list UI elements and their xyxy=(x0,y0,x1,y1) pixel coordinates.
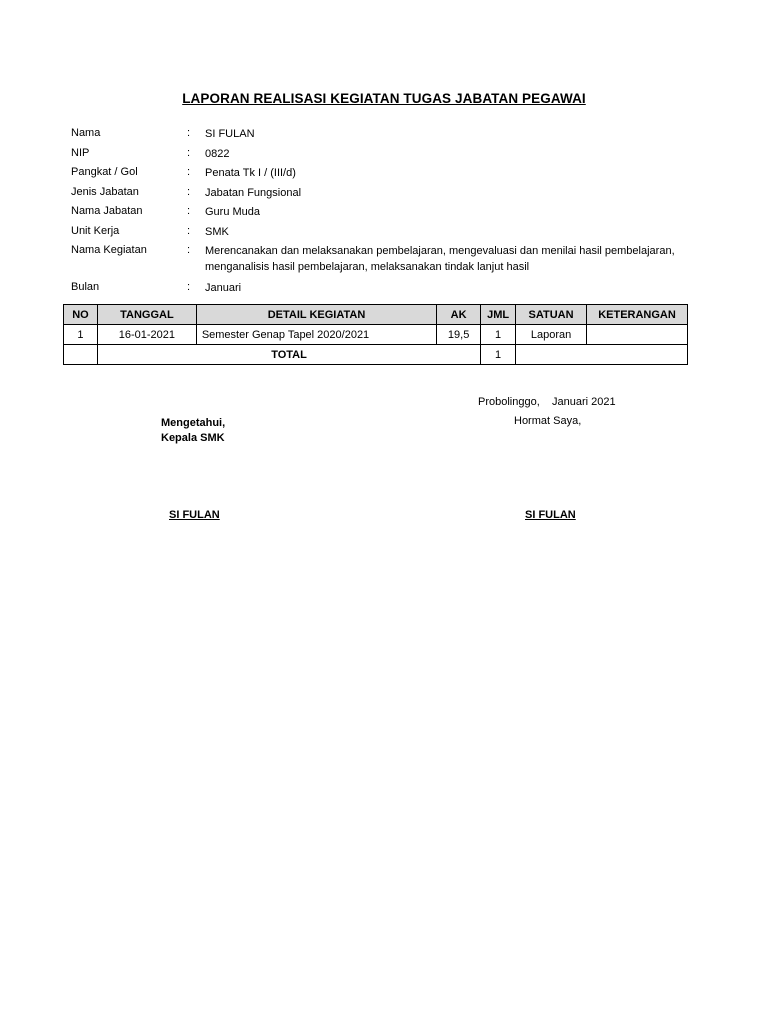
info-value: Penata Tk I / (III/d) xyxy=(205,167,296,179)
activity-table xyxy=(63,304,688,365)
info-value: SMK xyxy=(205,225,229,238)
total-jml: 1 xyxy=(481,345,516,365)
cell-satuan: Laporan xyxy=(516,325,587,345)
header-keterangan: KETERANGAN xyxy=(587,305,688,325)
cell-ak: 19,5 xyxy=(437,325,481,345)
kepala-label: Kepala SMK xyxy=(161,432,225,444)
info-label: NIP xyxy=(71,146,90,159)
info-separator: : xyxy=(187,127,191,139)
table-row xyxy=(64,325,688,345)
info-separator: : xyxy=(187,205,191,217)
info-separator: : xyxy=(187,224,191,237)
cell-keterangan xyxy=(587,325,688,345)
info-value: 0822 xyxy=(205,147,230,160)
cell-detail: Semester Genap Tapel 2020/2021 xyxy=(196,325,436,345)
info-separator: : xyxy=(187,281,191,293)
info-row-nama xyxy=(71,124,711,144)
cell-no: 1 xyxy=(64,325,98,345)
info-label: Bulan xyxy=(71,281,100,293)
info-separator: : xyxy=(187,244,191,256)
table-total-row xyxy=(64,345,688,365)
info-label: Nama Jabatan xyxy=(71,205,143,217)
info-row-nip xyxy=(71,144,711,164)
info-separator: : xyxy=(187,146,191,159)
header-ak: AK xyxy=(437,305,481,325)
document-title: LAPORAN REALISASI KEGIATAN TUGAS JABATAN PEGAWAI xyxy=(182,91,586,106)
place-date: Probolinggo, Januari 2021 xyxy=(478,396,616,408)
info-label: Unit Kerja xyxy=(71,224,120,237)
total-label: TOTAL xyxy=(97,345,480,365)
info-row-jenis-jabatan xyxy=(71,183,711,203)
signatory-left-name: SI FULAN xyxy=(169,509,220,521)
info-label: Nama xyxy=(71,127,101,139)
info-row-bulan xyxy=(71,278,711,298)
info-value: Jabatan Fungsional xyxy=(205,186,302,199)
table-header-row xyxy=(64,305,688,325)
info-value: Guru Muda xyxy=(205,206,261,218)
info-row-nama-jabatan xyxy=(71,202,711,222)
info-label: Pangkat / Gol xyxy=(71,166,138,178)
mengetahui-label: Mengetahui, xyxy=(161,417,226,429)
info-value: Januari xyxy=(205,282,242,294)
info-value: SI FULAN xyxy=(205,128,255,140)
info-separator: : xyxy=(187,166,191,178)
header-detail-kegiatan: DETAIL KEGIATAN xyxy=(196,305,436,325)
info-row-unit-kerja xyxy=(71,222,711,242)
header-jml: JML xyxy=(481,305,516,325)
info-label: Jenis Jabatan xyxy=(71,185,139,198)
header-satuan: SATUAN xyxy=(516,305,587,325)
cell-empty xyxy=(516,345,688,365)
header-no: NO xyxy=(64,305,98,325)
cell-tanggal: 16-01-2021 xyxy=(97,325,196,345)
approval-block xyxy=(161,416,225,446)
cell-empty xyxy=(64,345,98,365)
closing-greeting: Hormat Saya, xyxy=(514,415,582,427)
employee-info xyxy=(71,124,711,298)
info-label: Nama Kegiatan xyxy=(71,244,147,256)
info-value: Merencanakan dan melaksanakan pembelajaran, mengevaluasi dan menilai hasil pembelajaran, menganalisis hasil pembelajaran, melaksanakan tindak lanjut hasil xyxy=(205,245,675,273)
info-separator: : xyxy=(187,185,191,198)
info-row-pangkat xyxy=(71,163,711,183)
signatory-right-name: SI FULAN xyxy=(525,509,576,521)
header-tanggal: TANGGAL xyxy=(97,305,196,325)
cell-jml: 1 xyxy=(481,325,516,345)
info-row-nama-kegiatan xyxy=(71,241,711,277)
